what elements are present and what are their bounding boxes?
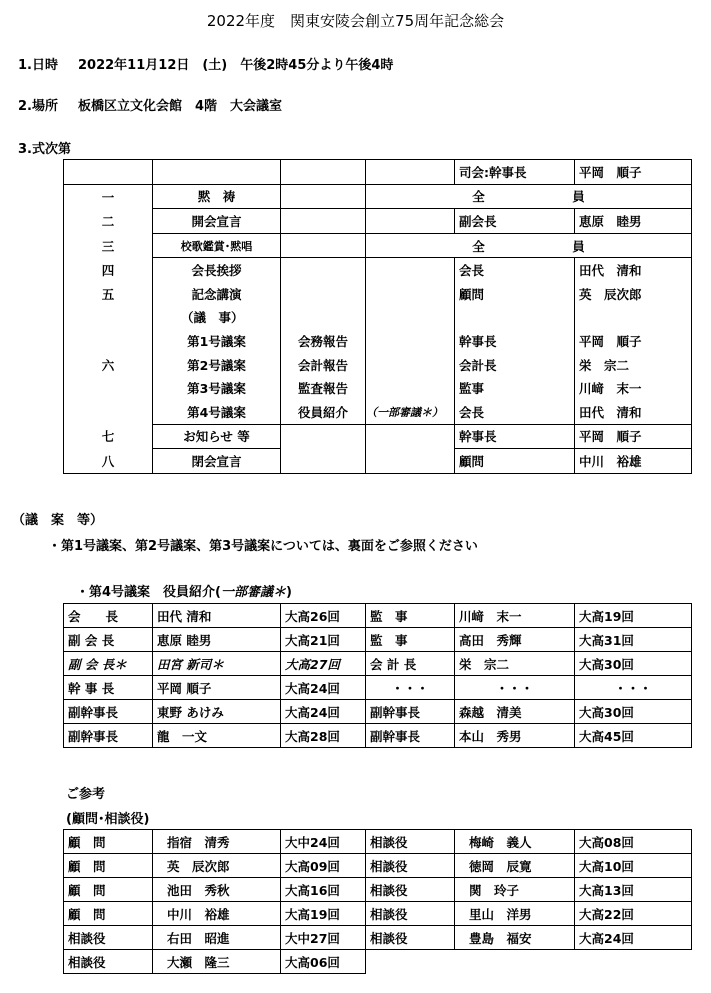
program-name: 栄 宗二 [575, 353, 692, 377]
program-row [64, 184, 692, 209]
program-report: 会務報告 [281, 329, 366, 353]
table-cell: 恵原 睦男 [153, 628, 281, 652]
table-cell: 徳岡 辰寛 [455, 854, 575, 878]
table-row [64, 604, 692, 628]
datetime-value: 2022年11月12日 (土) 午後2時45分より午後4時 [78, 58, 394, 73]
table-cell: 大高24回 [281, 700, 366, 724]
program-role: 顧問 [455, 282, 575, 306]
program-item: お知らせ 等 [153, 424, 281, 449]
table-cell: 大高26回 [281, 604, 366, 628]
table-cell: 大高19回 [575, 604, 692, 628]
table-cell: 相談役 [64, 926, 153, 950]
table-cell: 川﨑 末一 [455, 604, 575, 628]
place-value: 板橋区立文化会館 4階 大会議室 [78, 99, 283, 114]
table-cell: 大瀬 隆三 [153, 950, 281, 974]
datetime-label: 1.日時 [18, 58, 58, 73]
table-cell: 大高10回 [575, 854, 692, 878]
program-item: 第3号議案 [153, 376, 281, 400]
program-name: 中川 裕雄 [575, 449, 692, 474]
table-cell: 龍 一文 [153, 724, 281, 748]
program-label: 3.式次第 [18, 142, 71, 157]
table-row [64, 854, 692, 878]
officers-table [63, 603, 692, 748]
program-item: 記念講演 [153, 282, 281, 306]
table-cell: 副幹事長 [366, 724, 455, 748]
program-item: 第2号議案 [153, 353, 281, 377]
program-no: 四 [64, 258, 153, 282]
program-name: 川﨑 末一 [575, 376, 692, 400]
table-cell: 大高24回 [281, 676, 366, 700]
table-cell: 関 玲子 [455, 878, 575, 902]
table-cell: 平岡 順子 [153, 676, 281, 700]
table-cell: 里山 洋男 [455, 902, 575, 926]
table-cell: 梅崎 義人 [455, 830, 575, 854]
table-cell: 大高28回 [281, 724, 366, 748]
program-all: 全 員 [366, 233, 692, 258]
program-item: 黙 祷 [153, 184, 281, 209]
table-row [64, 950, 692, 974]
table-cell: 大高45回 [575, 724, 692, 748]
program-role: 顧問 [455, 449, 575, 474]
program-no: 六 [64, 353, 153, 377]
table-cell: 大高08回 [575, 830, 692, 854]
mc-role: 司会:幹事長 [455, 160, 575, 185]
table-cell: 大高22回 [575, 902, 692, 926]
program-item: 会長挨拶 [153, 258, 281, 282]
table-cell: 大高19回 [281, 902, 366, 926]
officers-heading: ・第4号議案 役員紹介(一部審議＊) [76, 585, 292, 600]
program-row [64, 329, 692, 353]
program-table [63, 159, 692, 474]
program-row [64, 258, 692, 282]
program-row [64, 282, 692, 306]
program-name: 田代 清和 [575, 258, 692, 282]
table-cell: 大高13回 [575, 878, 692, 902]
program-row [64, 376, 692, 400]
table-cell: 大高16回 [281, 878, 366, 902]
table-row [64, 676, 692, 700]
bills-heading: （議 案 等） [12, 513, 104, 528]
program-note: （一部審議＊） [366, 400, 455, 424]
program-role: 会長 [455, 258, 575, 282]
table-cell: 会 計 長 [366, 652, 455, 676]
table-cell: 副幹事長 [64, 724, 153, 748]
table-cell: 相談役 [366, 854, 455, 878]
table-cell: 池田 秀秋 [153, 878, 281, 902]
program-all: 全 員 [366, 184, 692, 209]
table-cell: 監 事 [366, 628, 455, 652]
table-cell: 顧 問 [64, 830, 153, 854]
table-cell: 相談役 [366, 902, 455, 926]
program-name: 平岡 順子 [575, 329, 692, 353]
table-row [64, 700, 692, 724]
place-label: 2.場所 [18, 99, 58, 114]
program-name: 平岡 順子 [575, 424, 692, 449]
table-cell: 豊島 福安 [455, 926, 575, 950]
table-cell: 中川 裕雄 [153, 902, 281, 926]
program-role: 副会長 [455, 209, 575, 234]
mc-name: 平岡 順子 [575, 160, 692, 185]
table-cell: 顧 問 [64, 878, 153, 902]
table-cell: 相談役 [64, 950, 153, 974]
table-cell: ・・・ [455, 676, 575, 700]
table-cell: 大高09回 [281, 854, 366, 878]
program-role: 会長 [455, 400, 575, 424]
program-no: 五 [64, 282, 153, 306]
table-cell: 大高31回 [575, 628, 692, 652]
table-cell: 田代 清和 [153, 604, 281, 628]
program-role: 監事 [455, 376, 575, 400]
table-cell: ・・・ [575, 676, 692, 700]
table-cell: 副 会 長＊ [64, 652, 153, 676]
table-cell: 大高06回 [281, 950, 366, 974]
table-cell: 副 会 長 [64, 628, 153, 652]
program-report: 会計報告 [281, 353, 366, 377]
program-report: 監査報告 [281, 376, 366, 400]
program-row [64, 306, 692, 330]
program-role: 幹事長 [455, 329, 575, 353]
program-name: 英 辰次郎 [575, 282, 692, 306]
table-cell: 栄 宗二 [455, 652, 575, 676]
table-cell: 右田 昭進 [153, 926, 281, 950]
program-no: 七 [64, 424, 153, 449]
table-cell: 大中27回 [281, 926, 366, 950]
table-row [64, 628, 692, 652]
program-no: 二 [64, 209, 153, 234]
table-cell: 大高24回 [575, 926, 692, 950]
program-item: 開会宣言 [153, 209, 281, 234]
program-name: 恵原 睦男 [575, 209, 692, 234]
table-cell: 副幹事長 [366, 700, 455, 724]
program-item: 第4号議案 [153, 400, 281, 424]
table-cell: 相談役 [366, 926, 455, 950]
program-row [64, 400, 692, 424]
table-cell: 相談役 [366, 830, 455, 854]
table-cell: 大高21回 [281, 628, 366, 652]
table-cell: 東野 あけみ [153, 700, 281, 724]
program-no: 三 [64, 233, 153, 258]
bills-note: ・第1号議案、第2号議案、第3号議案については、裏面をご参照ください [48, 539, 478, 554]
program-no: 一 [64, 184, 153, 209]
program-row [64, 449, 692, 474]
table-cell: 副幹事長 [64, 700, 153, 724]
page-title: 2022年度 関東安陵会創立75周年記念総会 [206, 12, 505, 30]
table-cell: 森越 清美 [455, 700, 575, 724]
program-item: 校歌鑑賞･黙唱 [153, 233, 281, 258]
table-row [64, 902, 692, 926]
program-item: （議 事） [153, 306, 281, 330]
table-cell: 本山 秀男 [455, 724, 575, 748]
program-row [64, 353, 692, 377]
table-cell: 監 事 [366, 604, 455, 628]
program-no: 八 [64, 449, 153, 474]
program-row [64, 424, 692, 449]
table-cell: 大中24回 [281, 830, 366, 854]
table-row [64, 652, 692, 676]
program-role: 会計長 [455, 353, 575, 377]
table-row [64, 830, 692, 854]
program-role: 幹事長 [455, 424, 575, 449]
table-cell: 指宿 清秀 [153, 830, 281, 854]
program-item: 閉会宣言 [153, 449, 281, 474]
table-cell: 会 長 [64, 604, 153, 628]
table-cell: 田宮 新司＊ [153, 652, 281, 676]
program-row [64, 233, 692, 258]
table-cell: 相談役 [366, 878, 455, 902]
table-row [64, 724, 692, 748]
reference-table [63, 829, 692, 974]
program-name: 田代 清和 [575, 400, 692, 424]
program-row [64, 209, 692, 234]
program-header-row [64, 160, 692, 185]
table-cell: 大高30回 [575, 700, 692, 724]
program-item: 第1号議案 [153, 329, 281, 353]
table-cell: 英 辰次郎 [153, 854, 281, 878]
table-cell: 顧 問 [64, 854, 153, 878]
table-row [64, 878, 692, 902]
reference-heading: ご参考 [66, 787, 106, 802]
table-cell: 高田 秀輝 [455, 628, 575, 652]
table-cell: 大高30回 [575, 652, 692, 676]
table-cell: 顧 問 [64, 902, 153, 926]
reference-subheading: (顧問･相談役) [66, 812, 150, 827]
table-cell: 大高27回 [281, 652, 366, 676]
table-cell: ・・・ [366, 676, 455, 700]
table-row [64, 926, 692, 950]
table-cell: 幹 事 長 [64, 676, 153, 700]
program-report: 役員紹介 [281, 400, 366, 424]
